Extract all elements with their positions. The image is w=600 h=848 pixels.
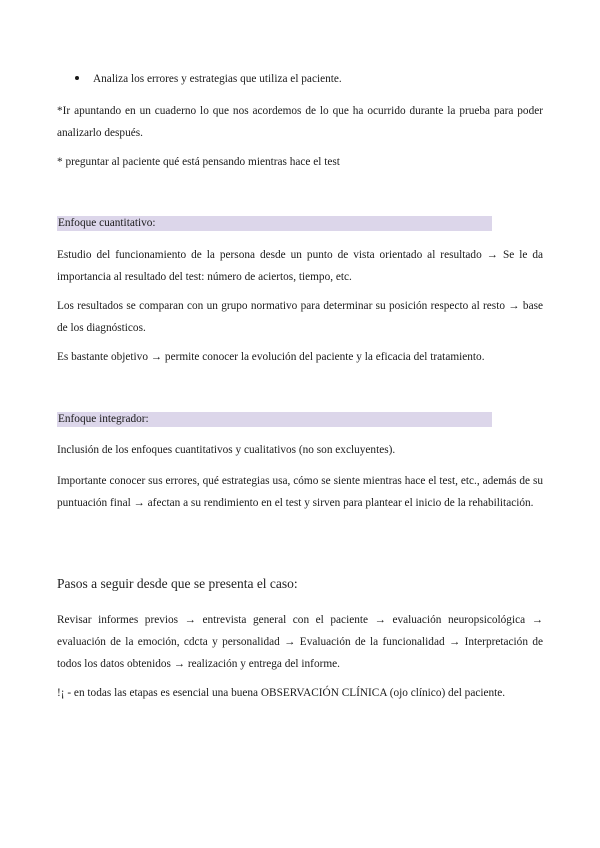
integrative-heading: Enfoque integrador:	[57, 412, 492, 427]
note-paragraph-1: *Ir apuntando en un cuaderno lo que nos acordemos de lo que ha ocurrido durante la prueba para poder analizarlo después.	[57, 105, 543, 139]
steps-paragraph-2: !¡ - en todas las etapas es esencial una buena OBSERVACIÓN CLÍNICA (ojo clínico) del paciente.	[57, 687, 506, 699]
integrative-paragraph-1: Inclusión de los enfoques cuantitativos y cualitativos (no son excluyentes).	[57, 444, 396, 456]
steps-paragraph-1: Revisar informes previos → entrevista general con el paciente → evaluación neuropsicológica → evaluación de la emoción, cdcta y personalidad → Evaluación de la funcionalidad → Interpretación de todos los datos obtenidos → realización y entrega del informe.	[57, 614, 543, 670]
bullet-icon	[75, 76, 79, 80]
quantitative-paragraph-2: Los resultados se comparan con un grupo normativo para determinar su posición respecto al resto → base de los diagnósticos.	[57, 300, 543, 334]
bullet-list-item	[75, 71, 535, 89]
quantitative-paragraph-3: Es bastante objetivo → permite conocer la evolución del paciente y la eficacia del tratamiento.	[57, 351, 485, 363]
quantitative-paragraph-1: Estudio del funcionamiento de la persona desde un punto de vista orientado al resultado → Se le da importancia al resultado del test: número de aciertos, tiempo, etc.	[57, 249, 543, 283]
quantitative-heading: Enfoque cuantitativo:	[57, 216, 492, 231]
note-paragraph-2: * preguntar al paciente qué está pensando mientras hace el test	[57, 156, 340, 168]
bullet-text: Analiza los errores y estrategias que utiliza el paciente.	[93, 73, 342, 85]
integrative-paragraph-2: Importante conocer sus errores, qué estrategias usa, cómo se siente mientras hace el test, etc., además de su puntuación final → afectan a su rendimiento en el test y sirven para plantear el inicio de la rehabilitación.	[57, 475, 543, 509]
steps-section-title: Pasos a seguir desde que se presenta el caso:	[57, 576, 298, 591]
